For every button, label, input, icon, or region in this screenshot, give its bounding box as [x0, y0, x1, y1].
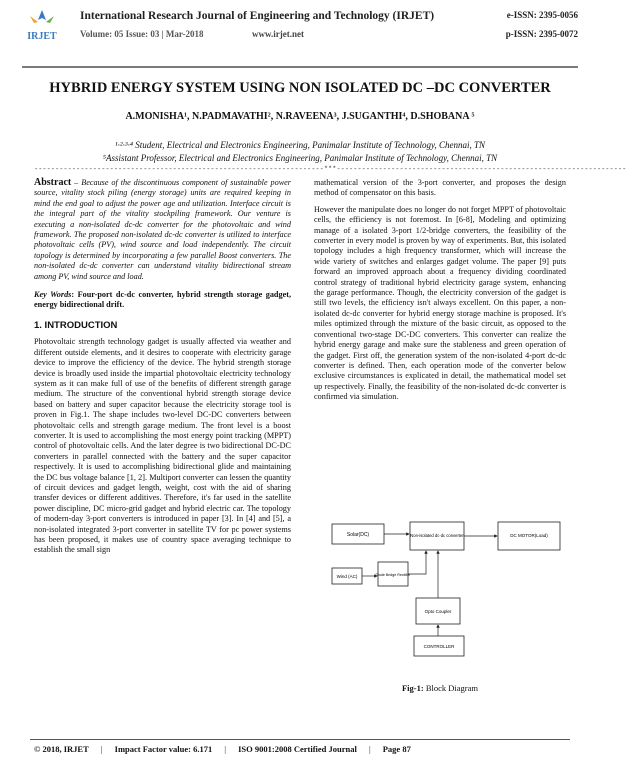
wind-block [332, 568, 362, 584]
keywords-label: Key Words [34, 290, 72, 300]
arrow-bridge-converter [408, 551, 426, 574]
caption-text: Block Diagram [423, 683, 478, 693]
abstract [34, 178, 291, 282]
eissn: e-ISSN: 2395-0056 [506, 10, 578, 20]
left-column [34, 178, 291, 562]
svg-text:Non-isolated dc-dc converter: Non-isolated dc-dc converter [410, 533, 464, 538]
journal-header [22, 6, 578, 50]
paper-authors: A.MONISHA¹, N.PADMAVATHI², N.RAVEENA³, J.SUGANTHI⁴, D.SHOBANA ⁵ [125, 111, 475, 122]
figure-caption [314, 683, 566, 693]
footer-impact-factor: Impact Factor value: 6.171 [114, 744, 213, 754]
svg-text:DC MOTOR(Load): DC MOTOR(Load) [510, 533, 548, 538]
footer-separator: | [368, 744, 371, 754]
pissn: p-ISSN: 2395-0072 [505, 29, 578, 39]
block-diagram [326, 520, 566, 670]
paper-title: HYBRID ENERGY SYSTEM USING NON ISOLATED DC –DC CONVERTER [49, 80, 551, 96]
introduction-paragraph-1: Photovoltaic strength technology gadget is usually affected via weather and different outside elements, and it desires to cooperate with electricity garage device to improve the efficiency of the device. The hybrid strength storage device is broadly used inside the impartial photovoltaic electricity technology system as it can make full of use of the benefits of different strength garage medium. The structure of the conventional hybrid strength storage device based on battery and super capacitor because the electricity storage tool is proven in Fig.1. The shape includes two-level DC-DC converters between photovoltaic cells and strength garage medium. The front level is a boost converter. It is used to accomplishing the most energy point tracking (MPPT) control of photovoltaic cells. And the later degree is two bidirectional DC-DC converters in parallel connected with the battery and the super capacitor respectively. It is used to accomplishing bidirectional glide and maintaining the DC bus voltage balance [1, 2]. Multiport converter can lessen the quantity of circuit devices and gadget length, weight, cost with the aid of sharing transfer devices or different additives. Therefore, it's far used in the satellite power discipline, DC micro-grid gadget and hybrid electric car. The topology of modern-day 3-port converters is introduced in paper [3]. In [4] and [5], a non-isolated integrated 3-port converter in satellite TV for pc power systems has been proposed, it makes use of country space averaging technique to establish the small sign [34, 337, 291, 555]
journal-name: International Research Journal of Engineering and Technology (IRJET) [80, 10, 435, 22]
journal-logo [22, 6, 62, 46]
caption-label: Fig-1: [401, 683, 424, 693]
svg-text:Diode Bridge Rectifier: Diode Bridge Rectifier [375, 573, 411, 577]
svg-text:CONTROLLER: CONTROLLER [423, 644, 455, 649]
dc-motor-block [498, 522, 560, 550]
solar-block [332, 524, 384, 544]
abstract-dash: – [71, 178, 82, 187]
right-column [314, 178, 566, 409]
volume-issue: Volume: 05 Issue: 03 | Mar-2018 [80, 29, 204, 39]
svg-text:Solar(DC): Solar(DC) [346, 532, 370, 538]
abstract-label: Abstract [34, 177, 72, 188]
controller-block [414, 636, 464, 656]
journal-website[interactable]: www.irjet.net [252, 29, 304, 39]
footer-iso: ISO 9001:2008 Certified Journal [238, 744, 357, 754]
converter-block [410, 522, 464, 550]
page-footer [34, 744, 566, 754]
svg-text:Wind (AC): Wind (AC) [336, 574, 358, 579]
svg-text:Opto Coupler: Opto Coupler [424, 609, 452, 614]
svg-text:IRJET: IRJET [27, 31, 57, 42]
opto-coupler-block [416, 598, 460, 624]
abstract-text: Because of the discontinuous component of sustainable power source, vitality stock piling (energy storage) units are required keeping in mind the end goal to adjust the power age and utilization. Interface circuit is the integral part of the vitality stockpiling framework. Our venture is executing a non-isolated dc-dc converter for the photovoltaic and wind framework. The proposed non-isolated dc-dc converter is utilized to interface photovoltaic cells (PV), wind source and load independently. The circuit topology is determined by incorporating a few parallel Boost converters. The non-isolated dc-dc converter can understand vitality bidirectional stream among PV, wind source and load. [34, 178, 291, 281]
title-separator: ---------------------------------------------------------------------***--------------------------------------------------------------------- [34, 166, 626, 174]
keywords [34, 290, 291, 311]
header-divider [22, 66, 578, 68]
affiliation-professor: ⁵Assistant Professor, Electrical and Electronics Engineering, Panimalar Institute of Technology, Chennai, TN [102, 153, 498, 163]
footer-page-number: Page 87 [382, 744, 411, 754]
bridge-rectifier-block [376, 562, 412, 586]
footer-separator: | [224, 744, 227, 754]
footer-divider [30, 739, 570, 740]
introduction-paragraph-3: However the manipulate does no longer do not forget MPPT of photovoltaic cells, the efficiency is not foremost. In [6-8], Modeling and optimizing manage of a isolated 3-port 1/2-bridge converters, the feasibility of the converter in every model is proven by way of experiments. But, this isolated topology includes a high frequency transformer, which will increase the wide variety of switches and enlarges gadget volume. The paper [9] puts forward an improved approach about a frequency dividing coordinated control strategy of traditional hybrid electricity garage system, enhancing the garage performance. Though, the electricity conversion of the gadget is still two levels, the efficiency isn't always excellent. On this paper, a non-isolated dc-dc converter for hybrid energy storage machine is proposed. It's miles optimized through the mixture of the basic circuit, as opposed to the conventional two-stage DC-DC converters. This converter can realize the hybrid energy garage and make sure the stableness and green operation of the gadget. First off, the generation system of the non-isolated 4-port dc-dc converter is defined. Then, each operation mode of the converter below exclusive circumstances is explicated in detail, the mathematical model set up respectively. Finally, the feasibility of the non-isolated dc-dc converter is confirmed via simulation. [314, 204, 566, 402]
footer-copyright: © 2018, IRJET [34, 744, 89, 754]
introduction-paragraph-2: mathematical version of the 3-port converter, and proposes the design method of compensator on this basis. [314, 178, 566, 198]
keywords-text: : Four-port dc-dc converter, hybrid strength storage gadget, energy bidirectional drift. [34, 290, 291, 310]
affiliation-students: ¹·²·³·⁴ Student, Electrical and Electronics Engineering, Panimalar Institute of Technology, Chennai, TN [114, 140, 486, 150]
introduction-heading: 1. INTRODUCTION [34, 319, 118, 331]
footer-separator: | [100, 744, 103, 754]
